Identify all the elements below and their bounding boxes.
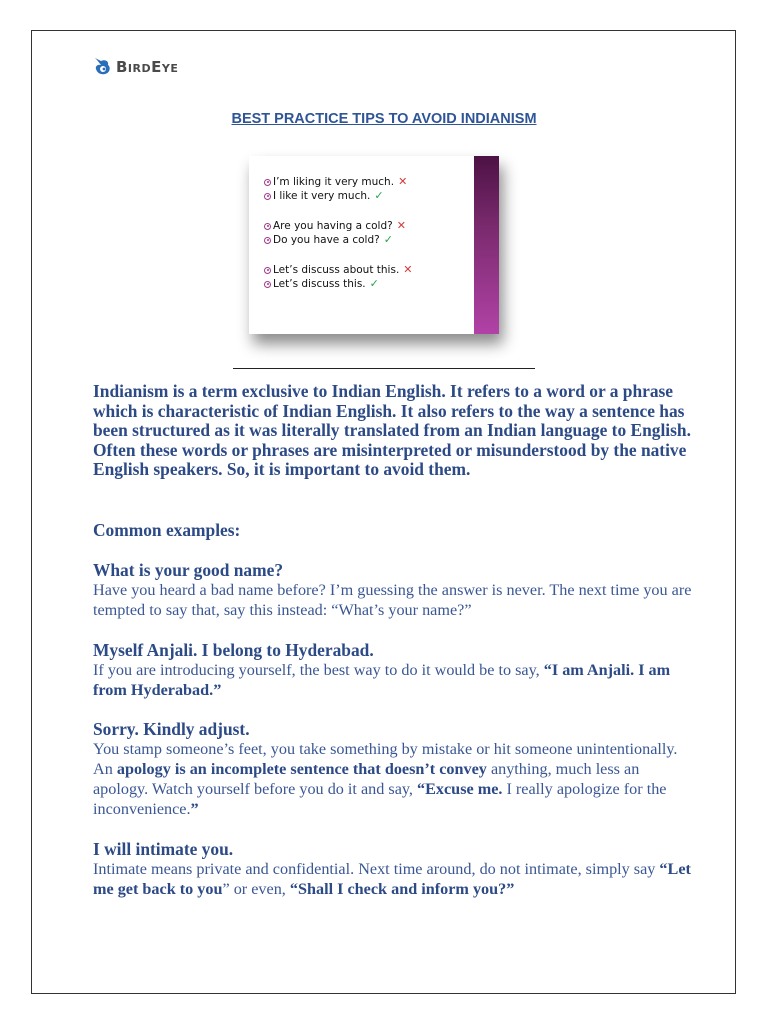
common-examples-heading: Common examples:: [93, 520, 241, 540]
bullet-icon: [264, 223, 271, 230]
checkmark-icon: ✓: [383, 233, 393, 246]
example-section: [93, 560, 693, 620]
example-heading: Myself Anjali. I belong to Hyderabad.: [93, 640, 374, 660]
example-heading: Sorry. Kindly adjust.: [93, 719, 250, 739]
example-section: [93, 719, 693, 819]
slide-list: [264, 175, 464, 291]
bullet-icon: [264, 193, 271, 200]
bullet-icon: [264, 179, 271, 186]
bullet-icon: [264, 237, 271, 244]
slide-item-wrong: Let’s discuss about this. ✕: [264, 263, 464, 277]
slide-item-wrong: I’m liking it very much. ✕: [264, 175, 464, 189]
horizontal-rule: [233, 368, 535, 369]
bird-logo-icon: [92, 56, 112, 78]
example-heading: What is your good name?: [93, 560, 284, 580]
cross-icon: ✕: [403, 263, 413, 276]
slide-accent-bar: [474, 156, 499, 334]
example-slide-image: [249, 156, 499, 334]
birdeye-logo: [92, 56, 178, 78]
bullet-icon: [264, 267, 271, 274]
cross-icon: ✕: [398, 175, 408, 188]
example-body: If you are introducing yourself, the best way to do it would be to say, “I am Anjali. I am from Hyderabad.”: [93, 661, 671, 699]
checkmark-icon: ✓: [369, 277, 379, 290]
document-title: BEST PRACTICE TIPS TO AVOID INDIANISM: [231, 111, 537, 127]
example-body: Intimate means private and confidential. Next time around, do not intimate, simply say “Let me get back to you” or even, “Shall I check and inform you?”: [93, 860, 691, 898]
example-body: Have you heard a bad name before? I’m guessing the answer is never. The next time you are tempted to say that, say this instead: “What’s your name?”: [93, 581, 692, 619]
example-section: [93, 839, 693, 899]
example-section: [93, 640, 693, 700]
slide-item-correct: Do you have a cold? ✓: [264, 233, 464, 247]
slide-item-correct: I like it very much. ✓: [264, 189, 464, 203]
checkmark-icon: ✓: [374, 189, 384, 202]
bullet-icon: [264, 281, 271, 288]
cross-icon: ✕: [396, 219, 406, 232]
slide-item-correct: Let’s discuss this. ✓: [264, 277, 464, 291]
intro-paragraph: Indianism is a term exclusive to Indian English. It refers to a word or a phrase which is characteristic of Indian English. It also refers to the way a sentence has been structured as it was literally translated from an Indian language to English. Often these words or phrases are misinterpreted or misunderstood by the native English speakers. So, it is important to avoid them.: [93, 381, 691, 480]
slide-item-wrong: Are you having a cold? ✕: [264, 219, 464, 233]
logo-text: BirdEye: [116, 58, 179, 76]
example-heading: I will intimate you.: [93, 839, 234, 859]
example-body: You stamp someone’s feet, you take something by mistake or hit someone unintentionally. An apology is an incomplete sentence that doesn’t convey anything, much less an apology. Watch yourself before you do it and say, “Excuse me. I really apologize for the inconvenience.”: [93, 740, 678, 818]
